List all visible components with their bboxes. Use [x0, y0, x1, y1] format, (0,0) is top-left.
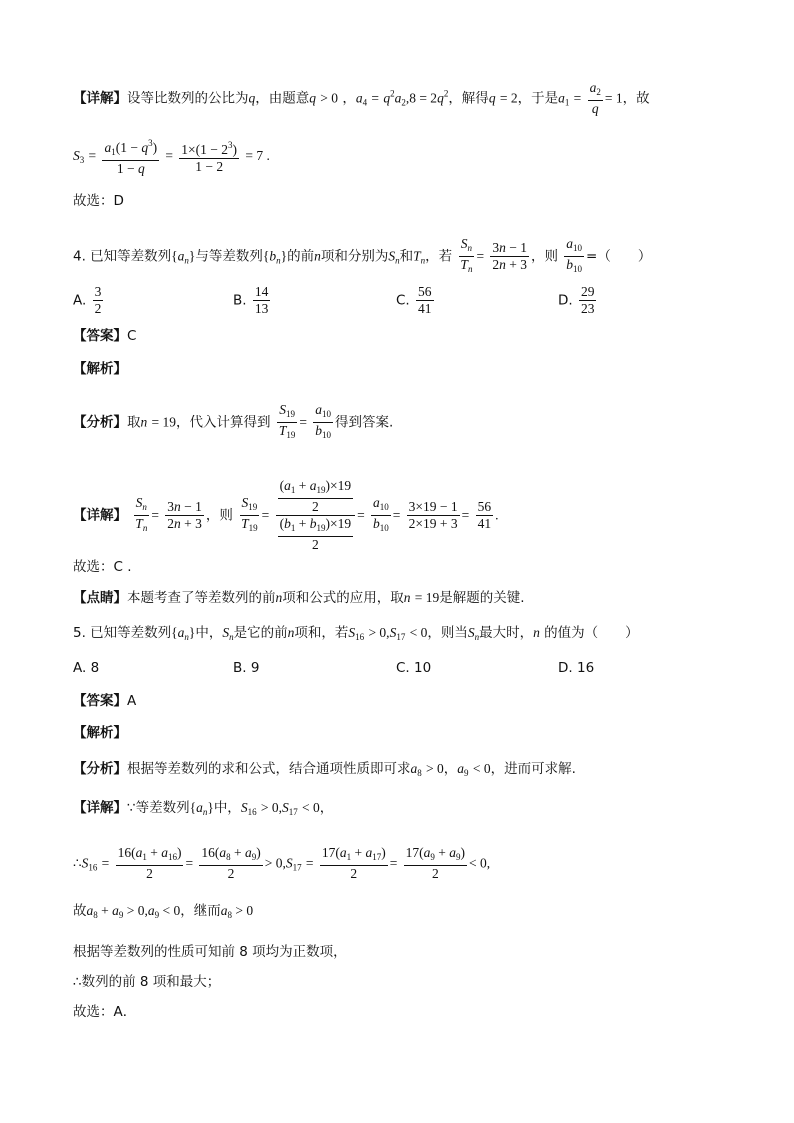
q4-detail: 【详解】 $\frac{S_n}{T_n}$ = $\frac{3n - 1}{2n + 3}$ ，则 $\frac{S_{19}}{T_{19}}$ = $\frac{\frac{(a_1 + a_{19})\times 19}{2}}{\frac{(b_1 + b_{19})\times 19}{2}}$ = $\frac{a_{10}}{b_{10}}$ = $\frac{3\times 19 - 1}{2\times 19 + 3}$ = $\frac{56}{41}$ . — [73, 478, 499, 552]
q4-answer: 【答案】C — [73, 328, 137, 344]
q5-option-b[interactable]: B. 9 — [233, 660, 260, 676]
q3-detail-line: 【详解】设等比数列的公比为q，由题意q > 0 ，$a_4 = q^2a_2,8 = 2q^2$，解得q = 2，于是$a_1$ = $\frac{a_2}{q}$ = 1，故 — [73, 80, 650, 116]
detail-label: 【详解】 — [73, 90, 127, 107]
q5-option-a[interactable]: A. 8 — [73, 660, 100, 676]
q4-option-b[interactable]: B. $\frac{14}{13}$ — [233, 284, 269, 316]
q4-option-c[interactable]: C. $\frac{56}{41}$ — [396, 284, 432, 316]
q4-option-a[interactable]: A. $\frac{3}{2}$ — [73, 284, 102, 316]
q5-analysis-label: 【解析】 — [73, 725, 127, 741]
q4-stem: 4. 已知等差数列$\{a_n\}$与等差数列$\{b_n\}$的前n项和分别为$S_n$和$T_n$，若 $\frac{S_n}{T_n}$ = $\frac{3n - 1}{2n + 3}$ ，则 $\frac{a_{10}}{b_{10}}$ =（ ） — [73, 236, 652, 274]
q3-sum-formula: $S_3$ = $\frac{a_1(1 - q^3)}{1 - q}$ = $\frac{1\times(1 - 2^3)}{1 - 2}$ = 7 . — [73, 135, 270, 177]
q5-line-a: 故$a_8 + a_9 > 0,a_9 < 0$，继而$a_8 > 0$ — [73, 903, 254, 920]
q4-dianjing: 【点睛】本题考查了等差数列的前n项和公式的应用，取n = 19是解题的关键. — [73, 590, 525, 606]
q5-stem: 5. 已知等差数列$\{a_n\}$中，$S_n$是它的前n项和，若$S_{16} > 0,S_{17} < 0$，则当$S_n$最大时，n 的值为（ ） — [73, 625, 639, 642]
q4-option-d[interactable]: D. $\frac{29}{23}$ — [558, 284, 595, 316]
q4-fenxi: 【分析】取n = 19，代入计算得到 $\frac{S_{19}}{T_{19}}$ = $\frac{a_{10}}{b_{10}}$ 得到答案. — [73, 402, 394, 440]
q5-detail: 【详解】∵等差数列$\{a_n\}$中，$S_{16} > 0,S_{17} < 0$， — [73, 800, 334, 817]
q3-choice: 故选：D — [73, 193, 124, 209]
q5-option-d[interactable]: D. 16 — [558, 660, 595, 676]
q5-choice: 故选：A． — [73, 1004, 137, 1020]
q5-option-c[interactable]: C. 10 — [396, 660, 432, 676]
q4-analysis-label: 【解析】 — [73, 361, 127, 377]
q5-line-c: ∴数列的前 8 项和最大； — [73, 974, 221, 990]
q5-sum-formula: $\therefore S_{16}$ = $\frac{16(a_1 + a_{16})}{2}$ = $\frac{16(a_8 + a_9)}{2}$ > $0,S_{17}$ = $\frac{17(a_1 + a_{17})}{2}$ = $\frac{17(a_9 + a_9)}{2}$ < 0, — [73, 845, 491, 881]
q5-line-b: 根据等差数列的性质可知前 8 项均为正数项， — [73, 944, 347, 960]
q5-answer: 【答案】A — [73, 693, 137, 709]
q4-choice: 故选：C . — [73, 559, 132, 575]
q5-fenxi: 【分析】根据等差数列的求和公式，结合通项性质即可求$a_8 > 0$，$a_9 < 0$，进而可求解. — [73, 761, 576, 778]
